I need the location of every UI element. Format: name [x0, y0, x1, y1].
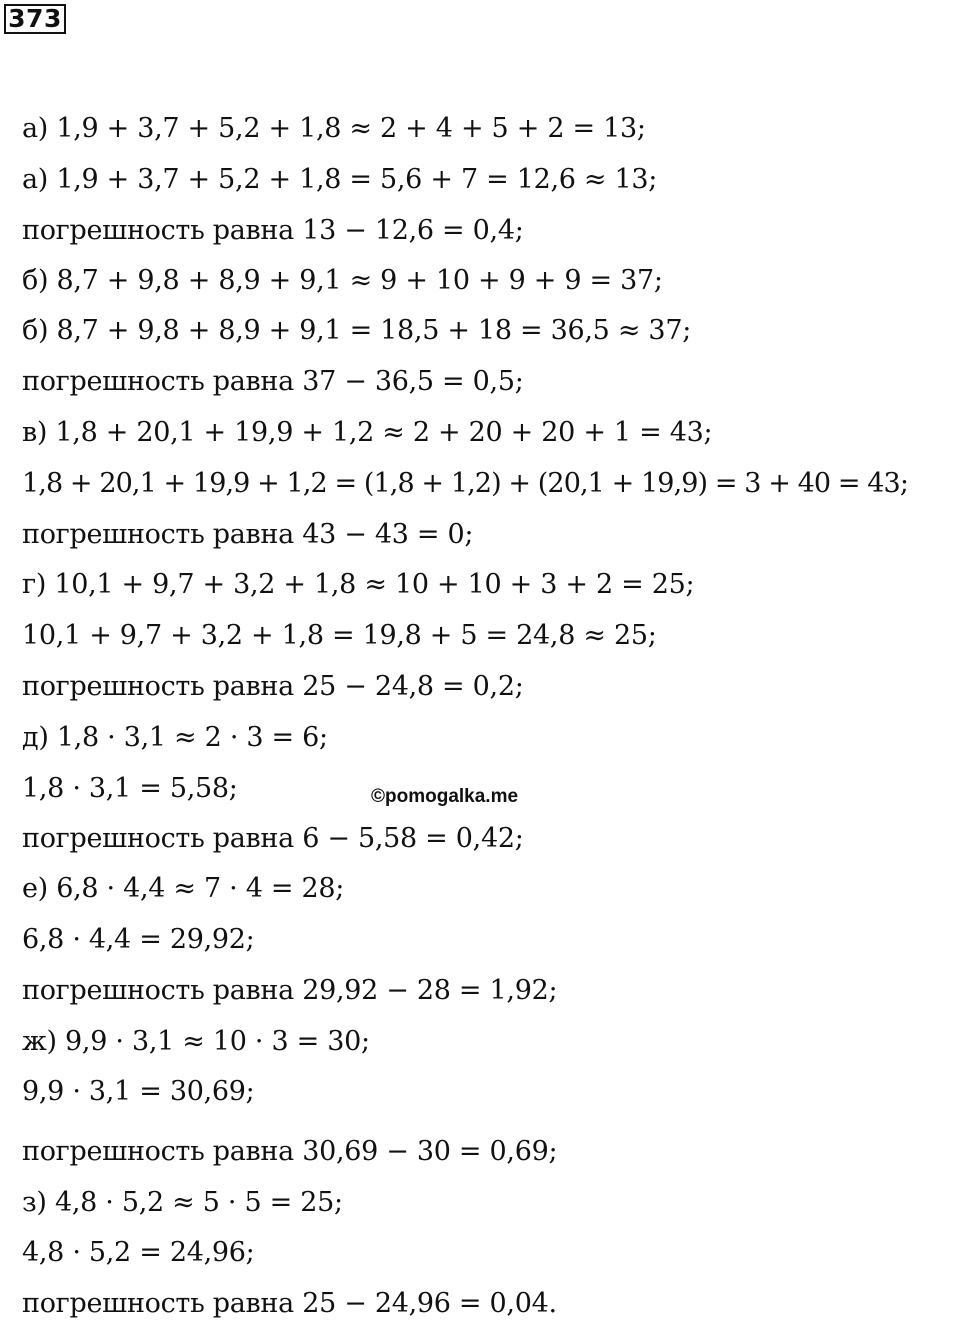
solution-line: погрешность равна 30,69 − 30 = 0,69; — [22, 1136, 558, 1167]
solution-line: погрешность равна 43 − 43 = 0; — [22, 519, 474, 550]
solution-line: б) 8,7 + 9,8 + 8,9 + 9,1 = 18,5 + 18 = 36,5 ≈ 37; — [22, 315, 691, 346]
solution-line: з) 4,8 · 5,2 ≈ 5 · 5 = 25; — [22, 1187, 343, 1218]
solution-line: г) 10,1 + 9,7 + 3,2 + 1,8 ≈ 10 + 10 + 3 + 2 = 25; — [22, 569, 695, 600]
solution-line: погрешность равна 25 − 24,8 = 0,2; — [22, 671, 524, 702]
solution-line: погрешность равна 6 − 5,58 = 0,42; — [22, 823, 524, 854]
solution-line: 6,8 · 4,4 = 29,92; — [22, 924, 255, 955]
solution-line: е) 6,8 · 4,4 ≈ 7 · 4 = 28; — [22, 873, 345, 904]
watermark: ©pomogalka.me — [371, 786, 519, 807]
solution-line: погрешность равна 29,92 − 28 = 1,92; — [22, 975, 558, 1006]
solution-line: в) 1,8 + 20,1 + 19,9 + 1,2 ≈ 2 + 20 + 20 + 1 = 43; — [22, 417, 713, 448]
solution-line: 4,8 · 5,2 = 24,96; — [22, 1237, 255, 1268]
solution-line: а) 1,9 + 3,7 + 5,2 + 1,8 = 5,6 + 7 = 12,6 ≈ 13; — [22, 164, 658, 195]
solution-line: 10,1 + 9,7 + 3,2 + 1,8 = 19,8 + 5 = 24,8 ≈ 25; — [22, 620, 657, 651]
solution-line: 1,8 + 20,1 + 19,9 + 1,2 = (1,8 + 1,2) + (20,1 + 19,9) = 3 + 40 = 43; — [22, 468, 909, 499]
solution-line: б) 8,7 + 9,8 + 8,9 + 9,1 ≈ 9 + 10 + 9 + 9 = 37; — [22, 265, 663, 296]
solution-line: погрешность равна 25 − 24,96 = 0,04. — [22, 1288, 557, 1319]
solution-line: 9,9 · 3,1 = 30,69; — [22, 1076, 255, 1107]
solution-line: погрешность равна 37 − 36,5 = 0,5; — [22, 366, 524, 397]
solution-line: д) 1,8 · 3,1 ≈ 2 · 3 = 6; — [22, 722, 328, 753]
problem-number-box: 373 — [4, 4, 66, 34]
solution-line: ж) 9,9 · 3,1 ≈ 10 · 3 = 30; — [22, 1026, 370, 1057]
solution-line: 1,8 · 3,1 = 5,58; — [22, 773, 238, 804]
solution-line: погрешность равна 13 − 12,6 = 0,4; — [22, 215, 524, 246]
solution-line: а) 1,9 + 3,7 + 5,2 + 1,8 ≈ 2 + 4 + 5 + 2 = 13; — [22, 113, 646, 144]
